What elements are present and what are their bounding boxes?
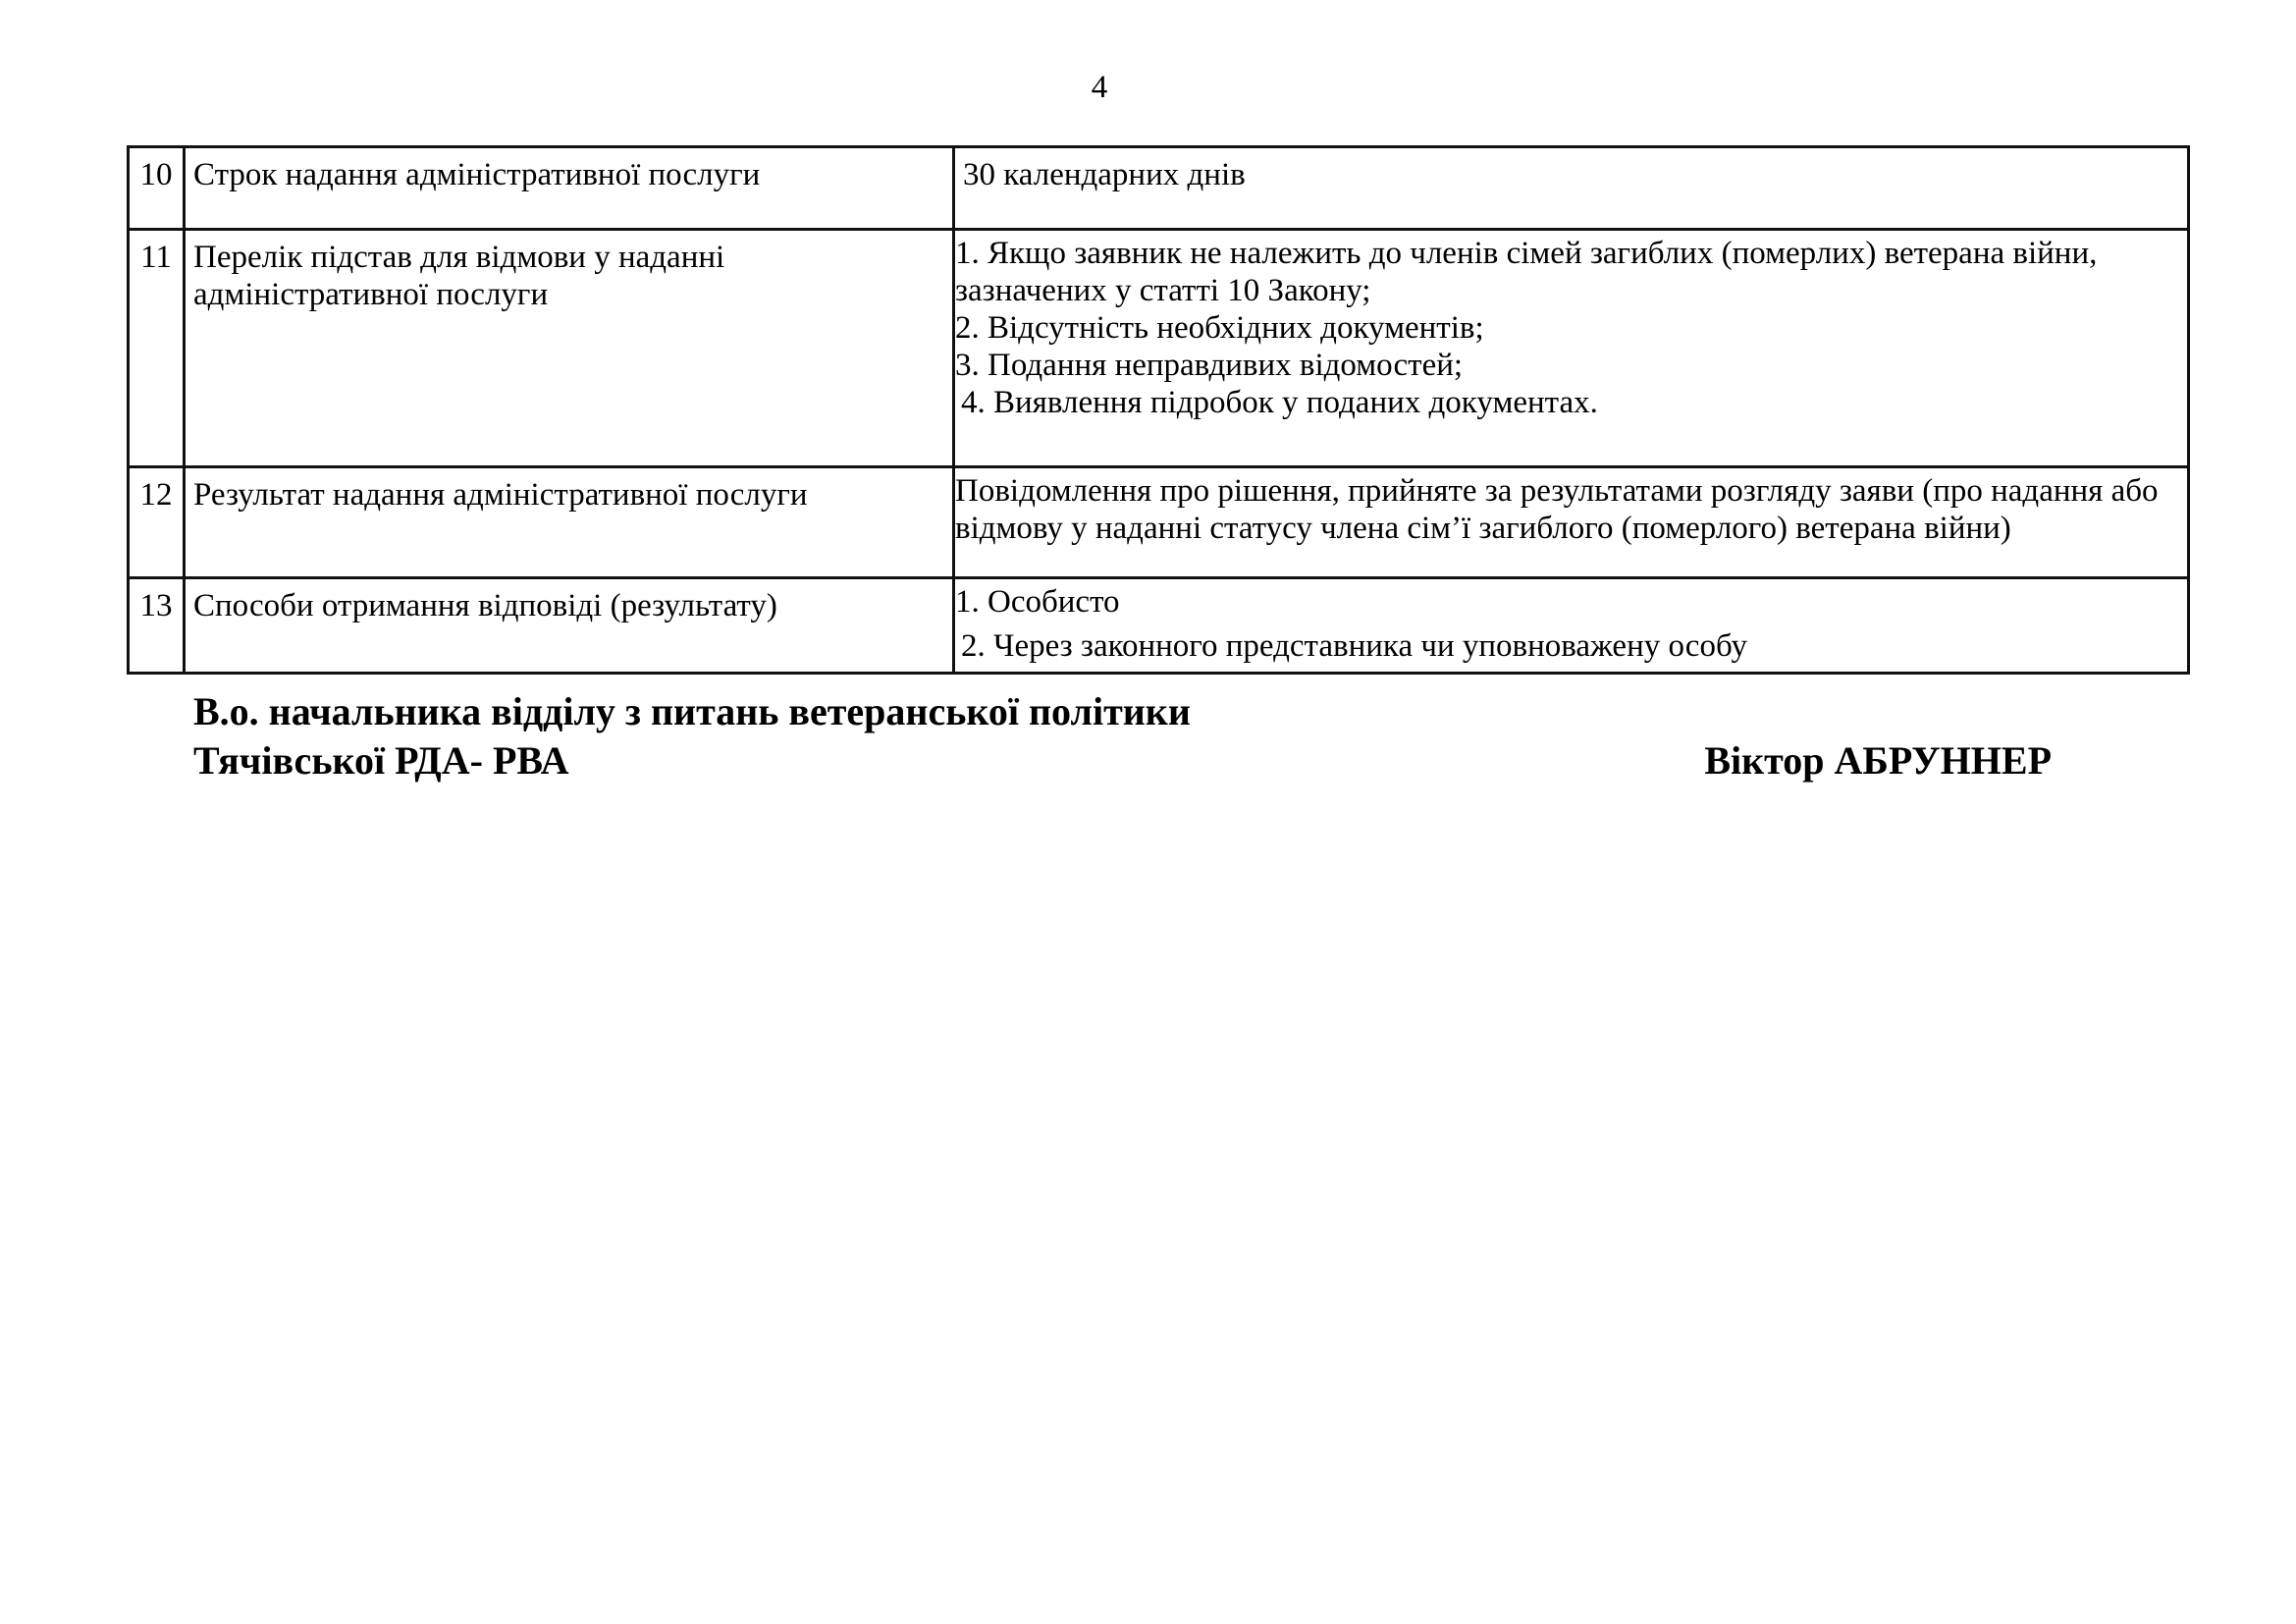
row-number: 11 — [129, 230, 185, 467]
signature-position-line-2 — [193, 736, 2058, 785]
value-line: 30 календарних днів — [963, 157, 1246, 192]
row-number: 10 — [129, 147, 185, 230]
value-line: відмову у наданні статусу члена сім’ї загиблого (померлого) ветерана війни) — [955, 511, 2011, 546]
row-value — [954, 578, 2189, 674]
table-row — [129, 467, 2189, 578]
table-row — [129, 230, 2189, 467]
value-line: зазначених у статті 10 Закону; — [955, 273, 1371, 308]
value-line: Повідомлення про рішення, прийняте за результатами розгляду заяви (про надання або — [955, 473, 2159, 509]
service-info-table — [127, 145, 2190, 675]
row-label: Результат надання адміністративної послуги — [185, 467, 954, 578]
value-line: 2. Через законного представника чи уповноважену особу — [961, 628, 1747, 664]
value-line: 1. Особисто — [955, 584, 1120, 620]
signature-organization: Тячівської РДА- РВА — [193, 738, 569, 783]
signatory-name: Віктор АБРУННЕР — [1704, 738, 2052, 783]
row-value — [954, 147, 2189, 230]
row-label: Строк надання адміністративної послуги — [185, 147, 954, 230]
signature-block — [193, 687, 2058, 785]
row-number: 13 — [129, 578, 185, 674]
row-value — [954, 230, 2189, 467]
row-label: Способи отримання відповіді (результату) — [185, 578, 954, 674]
value-line: 4. Виявлення підробок у поданих документах. — [961, 385, 1598, 420]
row-number: 12 — [129, 467, 185, 578]
table-row — [129, 578, 2189, 674]
row-value — [954, 467, 2189, 578]
signature-position-title: В.о. начальника відділу з питань ветеранської політики — [193, 689, 1191, 733]
value-line: 3. Подання неправдивих відомостей; — [955, 348, 1464, 383]
value-line: 2. Відсутність необхідних документів; — [955, 310, 1484, 346]
value-line: 1. Якщо заявник не належить до членів сімей загиблих (померлих) ветерана війни, — [955, 236, 2098, 271]
page-number: 4 — [1091, 70, 1108, 105]
table-row — [129, 147, 2189, 230]
row-label: Перелік підстав для відмови у наданні адміністративної послуги — [185, 230, 954, 467]
signature-position-line-1 — [193, 687, 2058, 736]
